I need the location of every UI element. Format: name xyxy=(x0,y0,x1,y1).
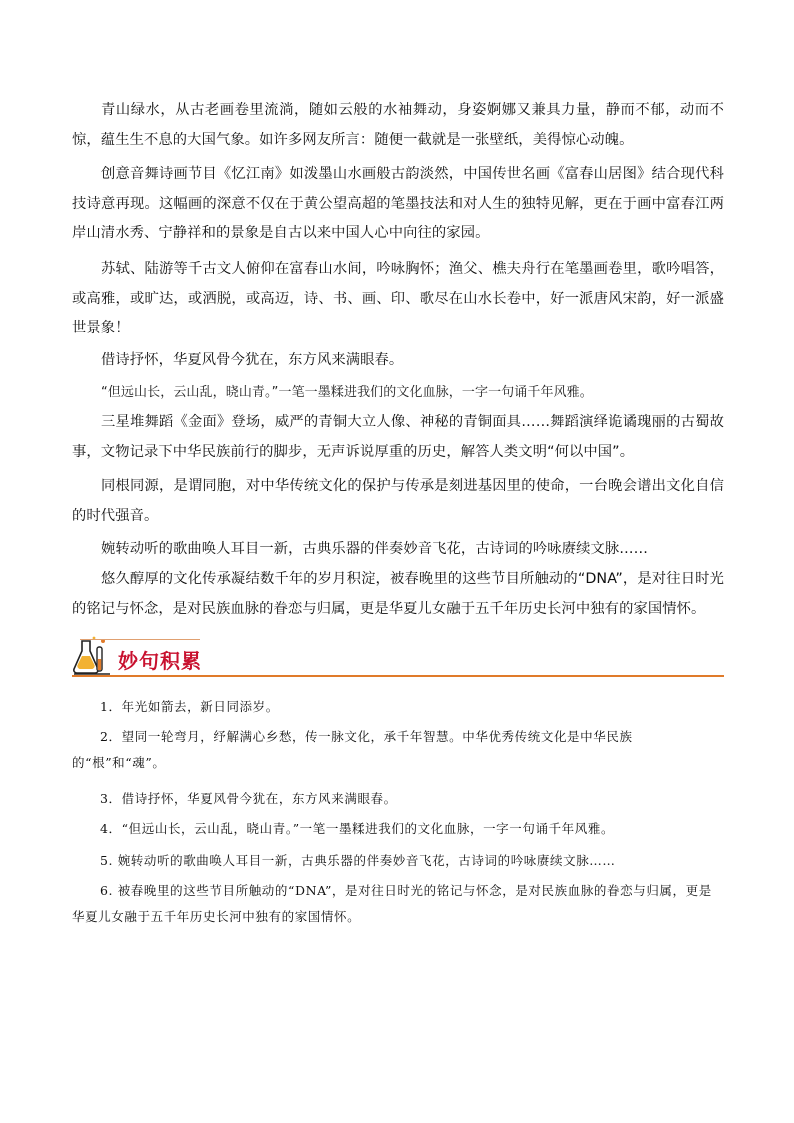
list-item: 2．望同一轮弯月，纾解满心乡愁，传一脉文化，承千年智慧。中华优秀传统文化是中华民族的“根”和“魂”。 xyxy=(72,729,633,770)
list-item: 6. 被春晚里的这些节目所触动的“DNA”，是对往日时光的铭记与怀念，是对民族血脉的眷恋与归属，更是华夏儿女融于五千年历史长河中独有的家国情怀。 xyxy=(72,883,712,924)
section-divider xyxy=(72,675,724,677)
section-header xyxy=(72,635,724,677)
list-item: 1．年光如箭去，新日同添岁。 xyxy=(100,699,279,714)
section-title: 妙句积累 xyxy=(118,649,202,673)
paragraph-dna: 悠久醇厚的文化传承凝结数千年的岁月积淀，被春晚里的这些节目所触动的“DNA”，是对往日时光的铭记与怀念，是对民族血脉的眷恋与归属，更是华夏儿女融于五千年历史长河中独有的家国情怀。 xyxy=(72,571,724,617)
paragraph-quote: “但远山长，云山乱，晓山青。”一笔一墨糅进我们的文化血脉，一字一句诵千年风雅。 xyxy=(101,385,593,400)
list-item: 3．借诗抒怀，华夏风骨今犹在，东方风来满眼春。 xyxy=(100,791,397,806)
section-top-rule xyxy=(80,639,200,640)
list-item: 5. 婉转动听的歌曲唤人耳目一新，古典乐器的伴奏妙音飞花，古诗词的吟咏赓续文脉…… xyxy=(100,853,616,868)
paragraph-poetry: 借诗抒怀，华夏风骨今犹在，东方风来满眼春。 xyxy=(101,352,404,368)
paragraph-literati: 苏轼、陆游等千古文人俯仰在富春山水间，吟咏胸怀；渔父、樵夫舟行在笔墨画卷里，歌吟唱答，或高雅，或旷达，或洒脱，或高迈，诗、书、画、印、歌尽在山水长卷中，好一派唐风宋韵，好一派盛世景象！ xyxy=(72,261,724,336)
lab-flask-icon xyxy=(72,635,112,677)
paragraph-sanxingdui: 三星堆舞蹈《金面》登场，威严的青铜大立人像、神秘的青铜面具……舞蹈演绎诡谲瑰丽的古蜀故事，文物记录下中华民族前行的脚步，无声诉说厚重的历史，解答人类文明“何以中国”。 xyxy=(72,414,724,460)
paragraph-scenery: 青山绿水，从古老画卷里流淌，随如云般的水袖舞动，身姿婀娜又兼具力量，静而不郁，动而不惊，蕴生生不息的大国气象。如许多网友所言：随便一截就是一张壁纸，美得惊心动魄。 xyxy=(72,102,724,148)
list-item: 4．“但远山长，云山乱，晓山青。”一笔一墨糅进我们的文化血脉，一字一句诵千年风雅。 xyxy=(100,821,615,836)
paragraph-heritage: 同根同源，是谓同胞，对中华传统文化的保护与传承是刻进基因里的使命，一台晚会谱出文化自信的时代强音。 xyxy=(72,478,724,524)
paragraph-yijiangnan: 创意音舞诗画节目《忆江南》如泼墨山水画般古韵淡然，中国传世名画《富春山居图》结合现代科技诗意再现。这幅画的深意不仅在于黄公望高超的笔墨技法和对人生的独特见解，更在于画中富春江两岸山清水秀、宁静祥和的景象是自古以来中国人心中向往的家园。 xyxy=(72,166,724,241)
paragraph-music: 婉转动听的歌曲唤人耳目一新，古典乐器的伴奏妙音飞花，古诗词的吟咏赓续文脉…… xyxy=(101,541,649,557)
